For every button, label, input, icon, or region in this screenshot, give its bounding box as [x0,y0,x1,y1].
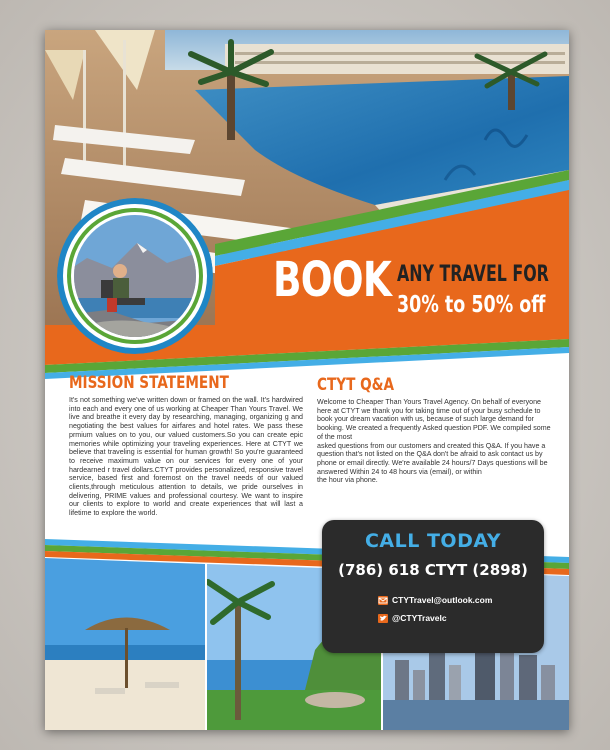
qa-text [317,398,555,485]
discount-text: 30% to 50% off [397,292,546,318]
call-today-card [322,520,544,653]
envelope-icon [378,596,388,605]
qa-title: CTYT Q&A [317,375,395,395]
email-address[interactable]: CTYTravel@outlook.com [392,595,493,605]
qa-paragraph: the hour via phone. [317,476,378,485]
flyer [45,30,569,730]
hiker-photo [57,198,213,354]
phone-number[interactable]: (786) 618 CTYT (2898) [338,561,528,579]
qa-paragraph: asked questions from our customers and created this Q&A. If you have a question that's not listed on the Q&A don't be afraid to ask contact us by phone or email directly. We're available 24 hours/7 Days questions will be answered Within 24 to 48 hours via (email), or within [317,441,548,476]
book-headline: BOOK [273,252,392,308]
mission-title: MISSION STATEMENT [69,373,229,393]
mission-text: It's not something we've written down or framed on the wall. It's hardwired into each and every one of us working at Cheaper Than Yours Travel. We live and breathe it every day by researching, managing, organizing g and negotiating the best values for airfares and hotel rates. We pass these prmium values on to you, our valued customers.So you can create epic memories while optimizing your traveling experiences. Here at CTYT we believe that traveling is essential for human growth! So you're guaranteed to receive maximum value on our services for every one of your hardearned r travel dollars.CTYT provides personalized, responsive travel service, based first and foremost on the travel needs of our valued clients,through meticulous attention to details, we pride ourselves in delivering, PRIME values and professional courtesy. We want to inspire our clients to explore to world and create experiences that will last a lifetime to explore the world. [69,396,303,518]
qa-paragraph: Welcome to Cheaper Than Yours Travel Agency. On behalf of everyone here at CTYT we thank you for taking time out of your busy schedule to book your dream vacation with us, because of such large demand for booking. We created a frequently Asked question PDF. We compiled some of the most [317,398,551,441]
twitter-row[interactable] [378,613,447,623]
any-travel-text: ANY TRAVEL FOR [397,262,549,287]
call-today-title: CALL TODAY [364,530,501,552]
twitter-handle[interactable]: @CTYTravelc [392,613,447,623]
email-row[interactable] [378,595,492,605]
twitter-icon [378,614,388,623]
